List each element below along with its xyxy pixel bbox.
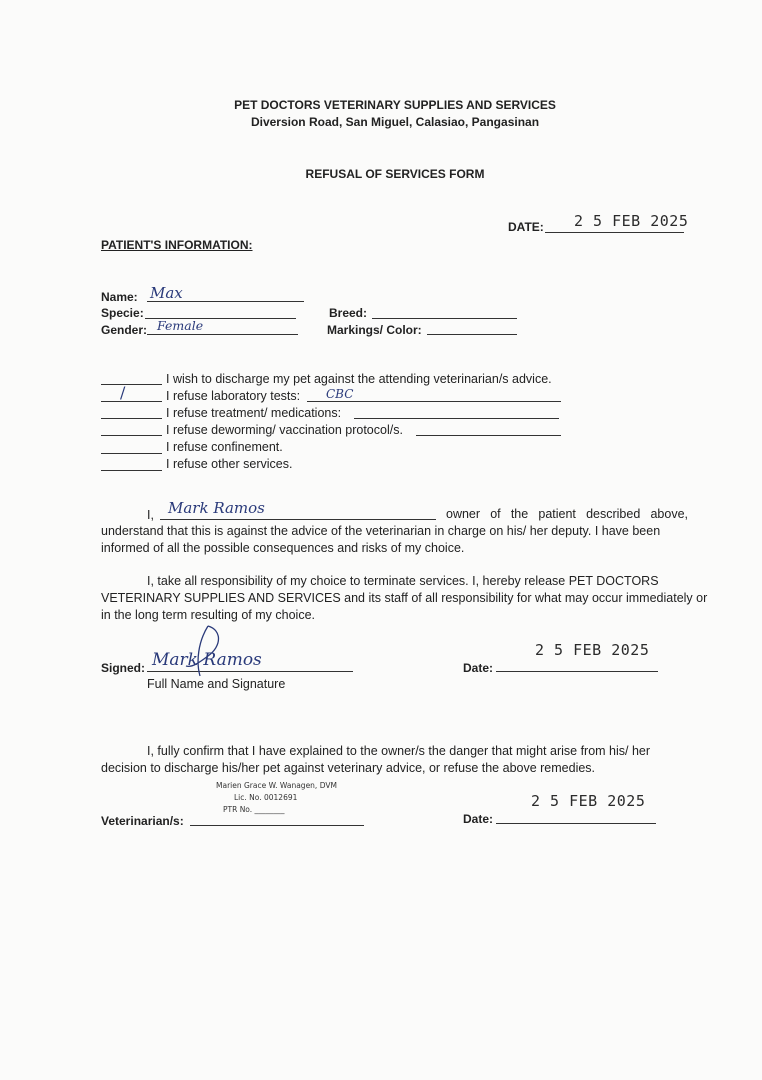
markings-label: Markings/ Color: (327, 323, 422, 337)
date-line (545, 232, 684, 233)
lab-tests-value: CBC (326, 387, 354, 401)
deworming-line[interactable] (416, 435, 561, 436)
option-blank[interactable] (101, 453, 162, 454)
company-address: Diversion Road, San Miguel, Calasiao, Pangasinan (250, 115, 540, 129)
date-stamp: 2 5 FEB 2025 (574, 212, 689, 230)
name-label: Name: (101, 290, 138, 304)
vet-confirm-line2: decision to discharge his/her pet against veterinary advice, or refuse the above remedies. (101, 761, 596, 775)
lab-tests-line[interactable] (307, 401, 561, 402)
vet-stamp-ptr: PTR No. ________ (223, 805, 285, 814)
breed-label: Breed: (329, 306, 368, 320)
treatment-line[interactable] (354, 418, 559, 419)
option-text: I refuse confinement. (166, 440, 283, 454)
vet-date-label: Date: (463, 812, 494, 826)
gender-label: Gender: (101, 323, 148, 337)
signed-date-label: Date: (463, 661, 494, 675)
form-title: REFUSAL OF SERVICES FORM (305, 167, 485, 181)
breed-field-line[interactable] (372, 318, 517, 319)
owner-name-value: Mark Ramos (168, 499, 265, 517)
signature-caption: Full Name and Signature (147, 677, 286, 691)
signature-flourish-icon (178, 622, 228, 678)
markings-field-line[interactable] (427, 334, 517, 335)
vet-date-stamp: 2 5 FEB 2025 (531, 792, 646, 810)
option-blank[interactable] (101, 435, 162, 436)
vet-confirm-line1: I, fully confirm that I have explained to the owner/s the danger that might arise from his/ her (147, 744, 651, 758)
date-label: DATE: (508, 220, 544, 234)
release-line2: VETERINARY SUPPLIES AND SERVICES and its staff of all responsibility for what may occur immediately or (101, 591, 708, 605)
name-value: Max (150, 284, 183, 302)
statement-line2: understand that this is against the advice of the veterinarian in charge on his/ her deputy. I have been (101, 524, 661, 538)
option-text: I refuse laboratory tests: (166, 389, 301, 403)
statement-line1-end: owner of the patient described above, (446, 507, 688, 521)
veterinarian-label: Veterinarian/s: (101, 814, 184, 828)
specie-label: Specie: (101, 306, 144, 320)
gender-value: Female (157, 318, 204, 333)
option-blank[interactable] (101, 418, 162, 419)
signed-date-stamp: 2 5 FEB 2025 (535, 641, 650, 659)
vet-stamp-name: Marien Grace W. Wanagen, DVM (216, 781, 337, 790)
statement-line3: informed of all the possible consequences and risks of my choice. (101, 541, 465, 555)
company-name: PET DOCTORS VETERINARY SUPPLIES AND SERVICES (234, 98, 556, 112)
option-blank[interactable] (101, 384, 162, 385)
release-line3: in the long term resulting of my choice. (101, 608, 315, 622)
veterinarian-line[interactable] (190, 825, 364, 826)
owner-name-line[interactable] (160, 519, 436, 520)
signed-date-line[interactable] (496, 671, 658, 672)
vet-date-line[interactable] (496, 823, 656, 824)
option-blank[interactable] (101, 470, 162, 471)
patient-section-title: PATIENT'S INFORMATION: (101, 238, 253, 252)
gender-field-line[interactable] (147, 334, 298, 335)
statement-prefix: I, (147, 508, 154, 522)
option-text: I refuse other services. (166, 457, 293, 471)
vet-stamp-license: Lic. No. 0012691 (234, 793, 298, 802)
owner-signature: Mark Ramos (152, 650, 262, 670)
option-text: I refuse deworming/ vaccination protocol/s. (166, 423, 403, 437)
option-text: I refuse treatment/ medications: (166, 406, 342, 420)
signed-label: Signed: (101, 661, 145, 675)
release-line1: I, take all responsibility of my choice to terminate services. I, hereby release PET DOCTORS (147, 574, 659, 588)
option-blank[interactable] (101, 401, 162, 402)
check-mark: / (120, 383, 126, 402)
option-text: I wish to discharge my pet against the attending veterinarian/s advice. (166, 372, 552, 386)
